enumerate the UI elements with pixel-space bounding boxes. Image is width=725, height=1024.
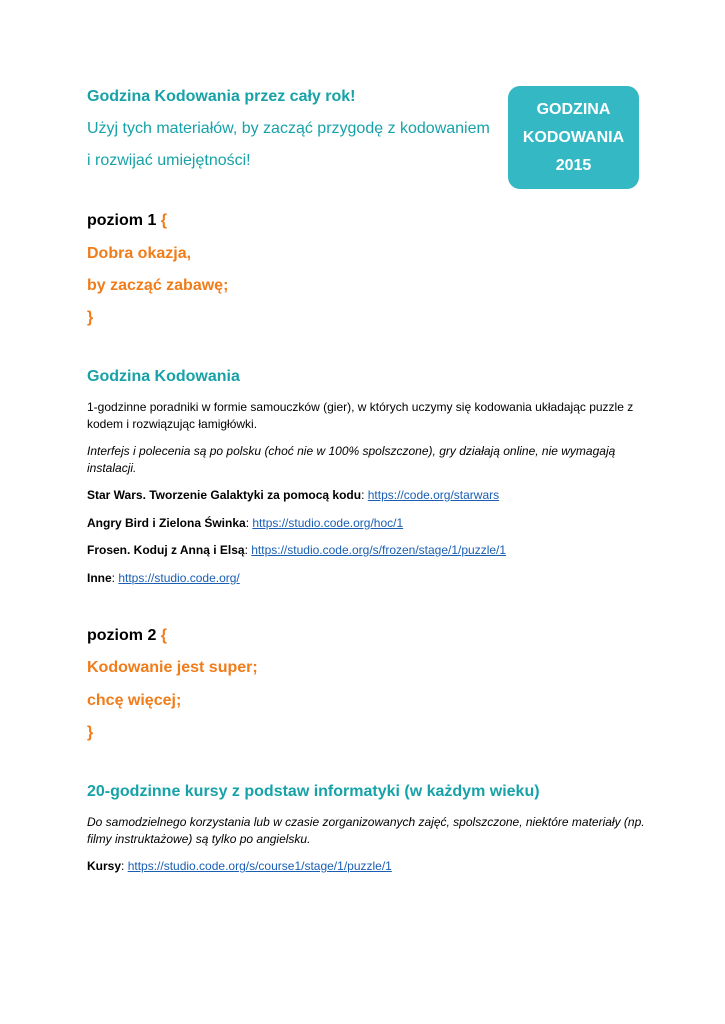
- star-wars-link[interactable]: https://code.org/starwars: [367, 488, 500, 502]
- courses-link[interactable]: https://studio.code.org/s/course1/stage/1/puzzle/1: [127, 859, 392, 873]
- logo-line-3: 2015: [555, 156, 592, 174]
- level-2-line-1: Kodowanie jest super;: [87, 659, 258, 676]
- intro-line-1: Użyj tych materiałów, by zacząć przygodę z kodowaniem: [87, 120, 490, 137]
- level-1-brace-open: {: [160, 212, 168, 229]
- link-row-angry-bird: Angry Bird i Zielona Świnka: https://studio.code.org/hoc/1: [87, 516, 404, 530]
- hour-of-code-logo: [508, 86, 639, 189]
- level-2-heading: [87, 627, 167, 645]
- link-row-courses: Kursy: https://studio.code.org/s/course1/stage/1/puzzle/1: [87, 859, 392, 873]
- link-label: Frosen. Koduj z Anną i Elsą: [87, 543, 245, 557]
- level-2-label: poziom 2: [87, 627, 157, 644]
- link-row-star-wars: Star Wars. Tworzenie Galaktyki za pomocą kodu: https://code.org/starwars: [87, 488, 500, 502]
- section-1-description: 1-godzinne poradniki w formie samouczków (gier), w których uczymy się kodowania układając puzzle z kodem i rozwiązując łamigłówki.: [87, 400, 634, 431]
- frozen-link[interactable]: https://studio.code.org/s/frozen/stage/1/puzzle/1: [251, 543, 507, 557]
- level-1-heading: [87, 212, 167, 230]
- link-label: Inne: [87, 571, 112, 585]
- intro-title: Godzina Kodowania przez cały rok!: [87, 88, 356, 105]
- level-1-brace-close: }: [87, 309, 94, 326]
- level-1-line-1: Dobra okazja,: [87, 245, 192, 262]
- level-2-brace-close: }: [87, 724, 94, 741]
- logo-line-2: KODOWANIA: [522, 128, 625, 146]
- link-row-frozen: Frosen. Koduj z Anną i Elsą: https://studio.code.org/s/frozen/stage/1/puzzle/1: [87, 543, 507, 557]
- section-2-note: Do samodzielnego korzystania lub w czasie zorganizowanych zajęć, spolszczone, niektóre materiały (np. filmy instruktażowe) są tylko po angielsku.: [87, 815, 645, 846]
- link-row-other: Inne: https://studio.code.org/: [87, 571, 240, 585]
- other-link[interactable]: https://studio.code.org/: [118, 571, 240, 585]
- section-2-title: 20-godzinne kursy z podstaw informatyki (w każdym wieku): [87, 783, 540, 800]
- level-2-line-2: chcę więcej;: [87, 692, 182, 709]
- intro-line-2: i rozwijać umiejętności!: [87, 152, 251, 169]
- link-label: Angry Bird i Zielona Świnka: [87, 516, 246, 530]
- link-label: Kursy: [87, 859, 122, 873]
- level-2-brace-open: {: [160, 627, 168, 644]
- section-1-title: Godzina Kodowania: [87, 368, 240, 385]
- section-1-note: Interfejs i polecenia są po polsku (choć nie w 100% spolszczone), gry działają online, nie wymagają instalacji.: [87, 444, 616, 475]
- link-label: Star Wars. Tworzenie Galaktyki za pomocą kodu: [87, 488, 362, 502]
- level-1-line-2: by zacząć zabawę;: [87, 277, 229, 294]
- angry-bird-link[interactable]: https://studio.code.org/hoc/1: [252, 516, 404, 530]
- logo-line-1: GODZINA: [536, 100, 611, 118]
- level-1-label: poziom 1: [87, 212, 157, 229]
